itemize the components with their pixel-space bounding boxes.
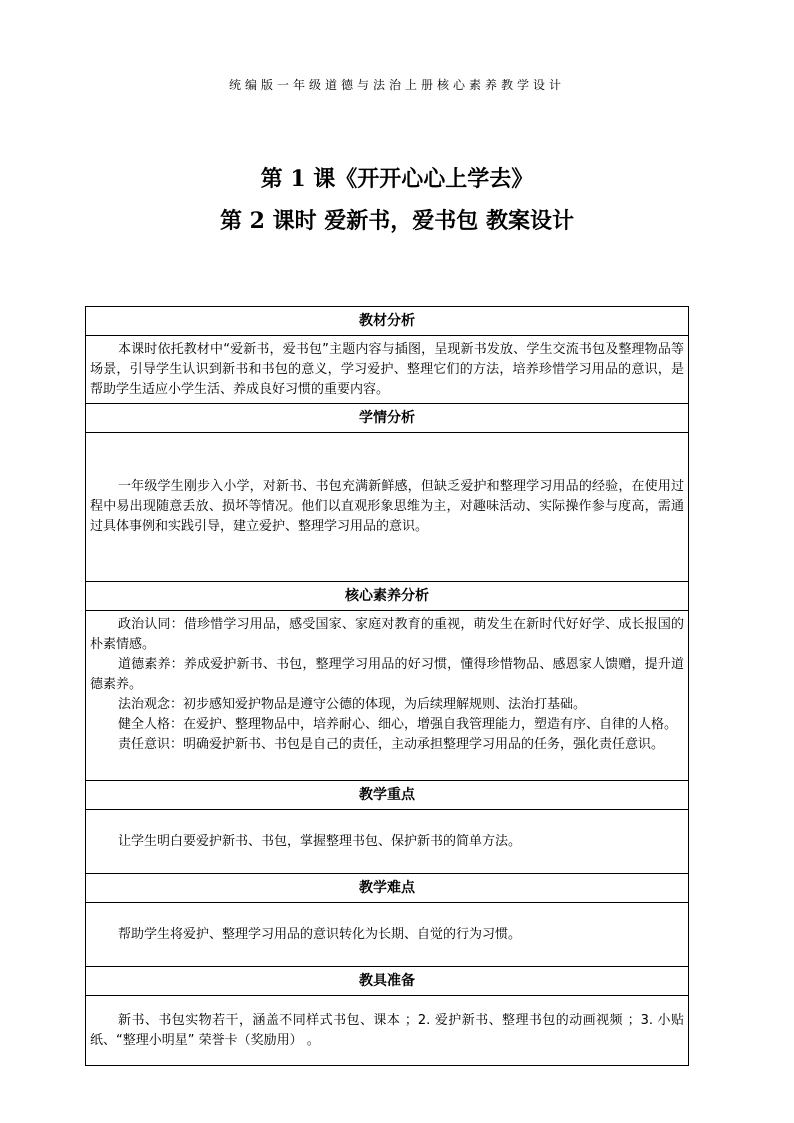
paragraph: 政治认同：借珍惜学习用品，感受国家、家庭对教育的重视，萌发生在新时代好好学、成长报国的朴素情感。	[90, 617, 684, 652]
section-body-teaching-difficulty	[86, 903, 688, 967]
paragraph: 本课时依托教材中“爱新书，爱书包”主题内容与插图，呈现新书发放、学生交流书包及整理物品等场景，引导学生认识到新书和书包的意义，学习爱护、整理它们的方法，培养珍惜学习用品的意识，是帮助学生适应小学生活、养成良好习惯的重要内容。	[90, 342, 684, 397]
lesson-plan-table	[85, 306, 689, 1066]
paragraph: 让学生明白要爱护新书、书包，掌握整理书包、保护新书的简单方法。	[118, 833, 522, 849]
section-heading-textbook-analysis: 教材分析	[86, 307, 688, 336]
running-header: 统编版一年级道德与法治上册核心素养教学设计	[228, 78, 565, 92]
section-body-textbook-analysis	[86, 336, 688, 404]
section-body-teaching-aids	[86, 996, 688, 1065]
lesson-subtitle: 第 2 课时 爱新书，爱书包 教案设计	[220, 208, 574, 234]
paragraph: 法治观念：初步感知爱护物品是遵守公德的体现，为后续理解规则、法治打基础。	[118, 697, 587, 712]
section-body-student-analysis	[86, 433, 688, 582]
paragraph: 新书、书包实物若干，涵盖不同样式书包、课本 ；2. 爱护新书、整理书包的动画视频 ；3. 小贴纸、“整理小明星” 荣誉卡（奖励用） 。	[90, 1012, 684, 1048]
lesson-title: 第 1 课《开开心心上学去》	[260, 166, 534, 192]
section-body-core-literacy	[86, 611, 688, 781]
section-heading-core-literacy: 核心素养分析	[86, 582, 688, 611]
section-heading-teaching-focus: 教学重点	[86, 781, 688, 810]
paragraph: 道德素养：养成爱护新书、书包，整理学习用品的好习惯，懂得珍惜物品、感恩家人馈赠，提升道德素养。	[90, 657, 684, 692]
paragraph: 一年级学生刚步入小学，对新书、书包充满新鲜感，但缺乏爱护和整理学习用品的经验，在使用过程中易出现随意丢放、损坏等情况。他们以直观形象思维为主，对趣味活动、实际操作参与度高，需通过具体事例和实践引导，建立爱护、整理学习用品的意识。	[90, 479, 684, 534]
section-body-teaching-focus	[86, 810, 688, 874]
section-heading-teaching-aids: 教具准备	[86, 967, 688, 996]
section-heading-student-analysis: 学情分析	[86, 404, 688, 433]
paragraph: 责任意识：明确爱护新书、书包是自己的责任，主动承担整理学习用品的任务，强化责任意识。	[118, 737, 665, 752]
paragraph: 帮助学生将爱护、整理学习用品的意识转化为长期、自觉的行为习惯。	[118, 926, 522, 942]
section-heading-teaching-difficulty: 教学难点	[86, 874, 688, 903]
paragraph: 健全人格：在爱护、整理物品中，培养耐心、细心，增强自我管理能力，塑造有序、自律的人格。	[118, 717, 678, 732]
